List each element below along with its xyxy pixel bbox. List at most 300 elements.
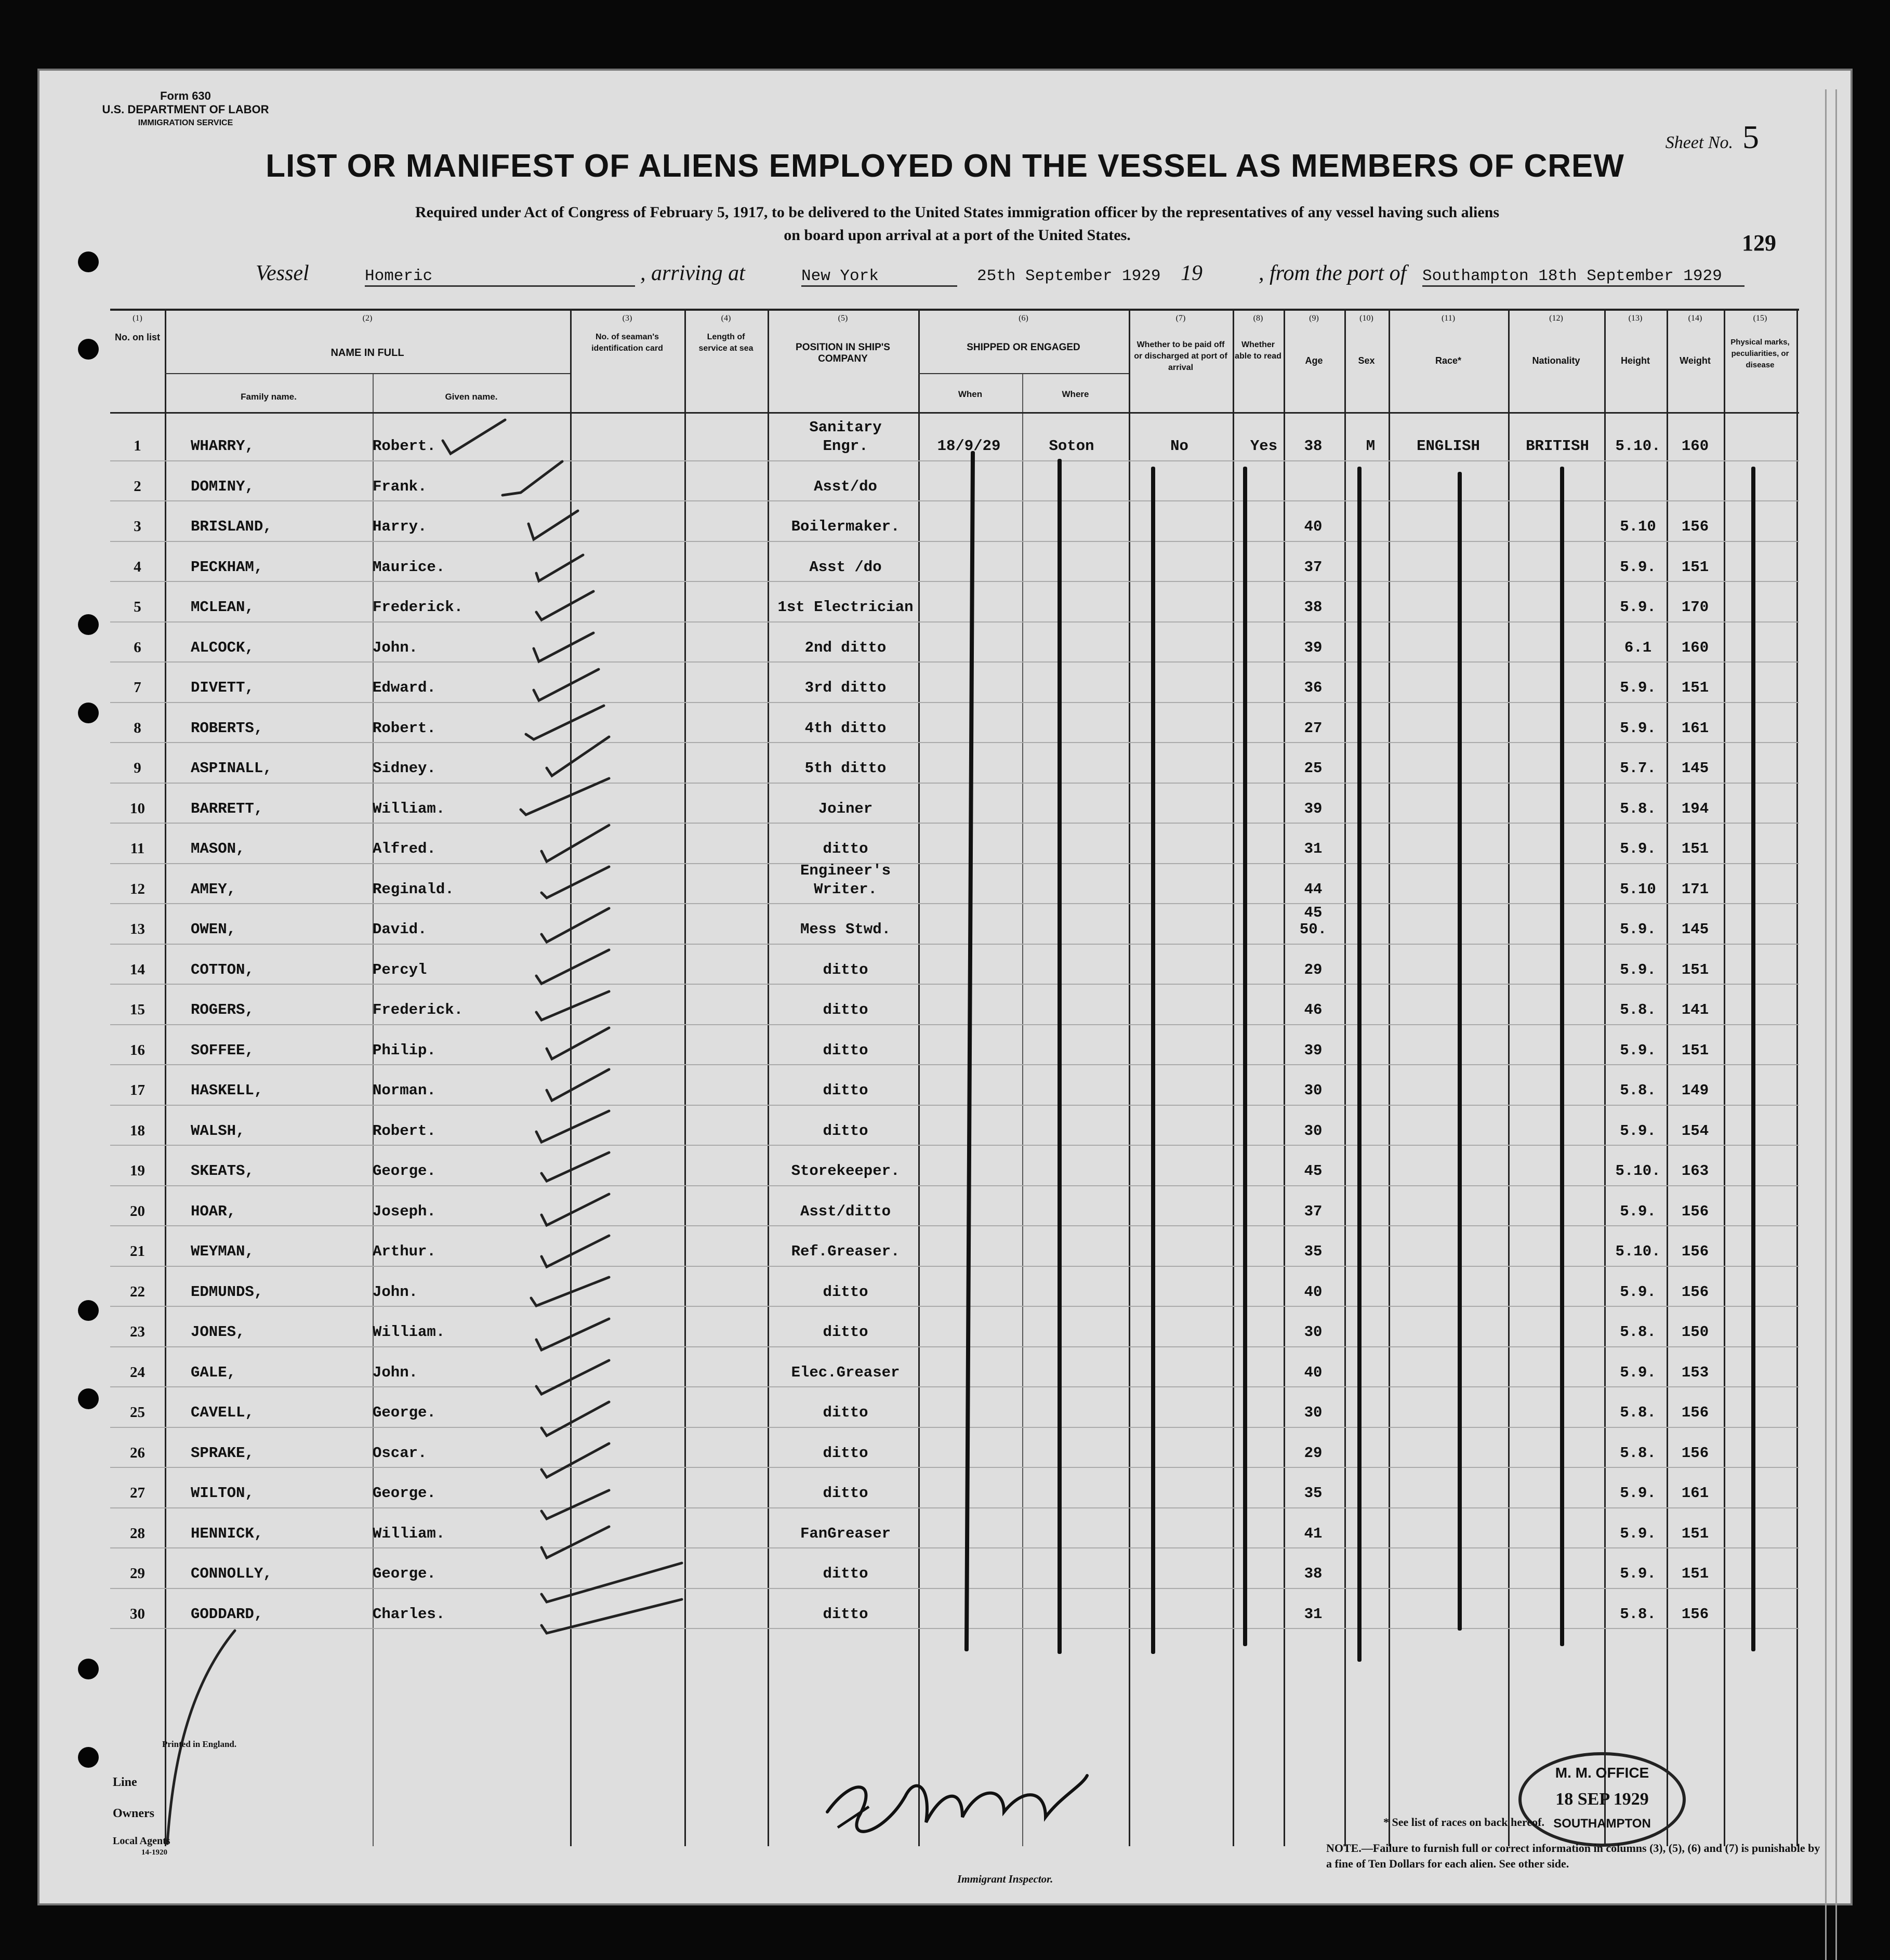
header-no-on-list: No. on list xyxy=(115,332,160,342)
subtitle-line-2: on board upon arrival at a port of the United States. xyxy=(784,227,1131,244)
cell-row-number: 7 xyxy=(134,679,141,696)
cell-given-name: John. xyxy=(373,1283,418,1301)
cell-weight: 156 xyxy=(1681,1404,1709,1421)
cell-height: 5.9. xyxy=(1620,1565,1656,1582)
subtitle-line-1: Required under Act of Congress of February 5, 1917, to be delivered to the United States immigration officer by the representatives of any vessel having such aliens xyxy=(415,204,1499,221)
departure-port-date: Southampton 18th September 1929 xyxy=(1422,267,1744,287)
binder-hole xyxy=(78,614,99,635)
cell-height: 5.9. xyxy=(1620,599,1656,616)
cell-row-number: 30 xyxy=(130,1605,145,1622)
cell-given-name: George. xyxy=(373,1162,436,1180)
cell-row-number: 26 xyxy=(130,1444,145,1461)
cell-age: 29 xyxy=(1304,961,1323,978)
cell-weight: 151 xyxy=(1681,1041,1709,1059)
cell-height: 5.9. xyxy=(1620,1363,1656,1381)
check-marks xyxy=(110,311,765,1846)
cell-family-name: ALCOCK, xyxy=(191,639,254,656)
column-number: (2) xyxy=(362,314,373,323)
column-number: (4) xyxy=(721,314,731,323)
manifest-sheet xyxy=(37,69,1853,1905)
page-edge xyxy=(1825,89,1827,1960)
cell-weight: 194 xyxy=(1681,800,1709,817)
cell-row-number: 13 xyxy=(130,921,145,937)
local-agents-label: Local Agents xyxy=(113,1835,170,1847)
cell-weight: 153 xyxy=(1681,1363,1709,1381)
cell-height: 5.9. xyxy=(1620,1202,1656,1220)
header-able-read: Whether able to read xyxy=(1235,340,1281,361)
cell-row-number: 2 xyxy=(134,478,141,495)
cell-position: ditto xyxy=(823,1444,868,1462)
cell-row-number: 22 xyxy=(130,1283,145,1300)
cell-weight: 141 xyxy=(1681,1001,1709,1018)
cell-height: 5.9. xyxy=(1620,558,1656,576)
form-header xyxy=(100,89,271,130)
cell-age: 30 xyxy=(1304,1082,1323,1099)
cell-row-number: 1 xyxy=(134,438,141,454)
cell-height: 5.9. xyxy=(1620,1041,1656,1059)
cell-shipped-when: 18/9/29 xyxy=(937,438,1001,455)
cell-row-number: 18 xyxy=(130,1122,145,1139)
cell-weight: 151 xyxy=(1681,679,1709,696)
cell-weight: 156 xyxy=(1681,518,1709,535)
cell-position: 2nd ditto xyxy=(804,639,887,656)
arrival-date: 25th September 1929 xyxy=(977,267,1161,285)
printed-in-england: Printed in England. xyxy=(162,1739,237,1749)
cell-position: 5th ditto xyxy=(804,760,887,777)
cell-age: 46 xyxy=(1304,1001,1323,1018)
cell-family-name: WHARRY, xyxy=(191,438,254,455)
cell-given-name: Philip. xyxy=(373,1041,436,1059)
cell-given-name: George. xyxy=(373,1565,436,1582)
cell-age: 36 xyxy=(1304,679,1323,696)
header-id-card: No. of seaman's identification card xyxy=(591,333,663,353)
header-nationality: Nationality xyxy=(1532,355,1580,366)
column-number: (5) xyxy=(838,314,848,323)
header-when: When xyxy=(958,389,983,399)
cell-given-name: Robert. xyxy=(373,1122,436,1140)
cell-family-name: JONES, xyxy=(191,1323,245,1341)
cell-family-name: CONNOLLY, xyxy=(191,1565,272,1582)
cell-paid-off: No xyxy=(1170,438,1188,455)
cell-weight: 151 xyxy=(1681,961,1709,978)
races-note: * See list of races on back hereof. xyxy=(1383,1816,1544,1829)
ditto-stroke xyxy=(1151,467,1155,1654)
cell-weight: 154 xyxy=(1681,1122,1709,1140)
cell-height: 5.9. xyxy=(1620,840,1656,857)
cell-weight: 151 xyxy=(1681,840,1709,857)
ditto-stroke xyxy=(1058,459,1062,1654)
cell-age: 45 xyxy=(1304,1162,1323,1180)
cell-family-name: HENNICK, xyxy=(191,1525,263,1542)
footnote xyxy=(1326,1815,1825,1872)
cell-shipped-where: Soton xyxy=(1049,438,1094,455)
cell-weight: 160 xyxy=(1681,639,1709,656)
cell-height: 5.9. xyxy=(1620,921,1656,938)
cell-age: 35 xyxy=(1304,1243,1323,1260)
cell-weight: 161 xyxy=(1681,1485,1709,1502)
cell-given-name: Charles. xyxy=(373,1605,445,1623)
cell-given-name: Robert. xyxy=(373,438,436,455)
cell-given-name: Sidney. xyxy=(373,760,436,777)
cell-age: 30 xyxy=(1304,1404,1323,1421)
cell-row-number: 3 xyxy=(134,518,141,535)
cell-family-name: OWEN, xyxy=(191,921,236,938)
cell-weight: 171 xyxy=(1681,880,1709,898)
cell-given-name: Edward. xyxy=(373,679,436,696)
cell-height: 5.7. xyxy=(1620,760,1656,777)
column-number: (14) xyxy=(1688,314,1702,323)
cell-position: ditto xyxy=(823,961,868,978)
page-number: 129 xyxy=(1742,230,1776,256)
cell-position: ditto xyxy=(823,1404,868,1421)
page-title: LIST OR MANIFEST OF ALIENS EMPLOYED ON THE VESSEL AS MEMBERS OF CREW xyxy=(266,148,1624,184)
cell-weight: 160 xyxy=(1681,438,1709,455)
column-number: (10) xyxy=(1359,314,1373,323)
cell-age: 29 xyxy=(1304,1444,1323,1462)
cell-position: ditto xyxy=(823,1485,868,1502)
cell-height: 5.9. xyxy=(1620,679,1656,696)
cell-weight: 156 xyxy=(1681,1283,1709,1301)
cell-height: 5.9. xyxy=(1620,1283,1656,1301)
cell-position: ditto xyxy=(823,1041,868,1059)
cell-given-name: Arthur. xyxy=(373,1243,436,1260)
arrival-port: New York xyxy=(801,267,957,287)
cell-weight: 149 xyxy=(1681,1082,1709,1099)
column-number: (1) xyxy=(133,314,142,323)
from-label: , from the port of xyxy=(1259,261,1407,285)
crew-table xyxy=(110,309,1799,1846)
cell-given-name: William. xyxy=(373,1525,445,1542)
cell-age: 31 xyxy=(1304,840,1323,857)
cell-weight: 145 xyxy=(1681,760,1709,777)
cell-age: 37 xyxy=(1304,558,1323,576)
cell-family-name: AMEY, xyxy=(191,880,236,898)
cell-position: ditto xyxy=(823,840,868,857)
cell-given-name: George. xyxy=(373,1404,436,1421)
cell-position: 4th ditto xyxy=(804,719,887,737)
binder-hole xyxy=(78,339,99,360)
cell-age: 30 xyxy=(1304,1323,1323,1341)
cell-row-number: 6 xyxy=(134,639,141,656)
cell-family-name: DIVETT, xyxy=(191,679,254,696)
cell-age: 39 xyxy=(1304,639,1323,656)
cell-age: 38 xyxy=(1304,1565,1323,1582)
cell-position: Joiner xyxy=(818,800,873,817)
cell-position: ditto xyxy=(823,1001,868,1018)
cell-row-number: 20 xyxy=(130,1202,145,1220)
cell-age: 41 xyxy=(1304,1525,1323,1542)
cell-age: 40 xyxy=(1304,1363,1323,1381)
page-subtitle xyxy=(209,201,1706,247)
header-height: Height xyxy=(1621,355,1650,366)
line-label: Line xyxy=(113,1776,137,1789)
stamp-date: 18 SEP 1929 xyxy=(1555,1790,1649,1809)
cell-family-name: MCLEAN, xyxy=(191,599,254,616)
cell-row-number: 21 xyxy=(130,1243,145,1260)
cell-weight: 151 xyxy=(1681,1565,1709,1582)
binder-hole xyxy=(78,251,99,272)
cell-weight: 156 xyxy=(1681,1444,1709,1462)
ditto-stroke xyxy=(1357,467,1362,1662)
cell-row-number: 27 xyxy=(130,1485,145,1501)
cell-weight: 156 xyxy=(1681,1605,1709,1623)
cell-weight: 161 xyxy=(1681,719,1709,737)
vessel-name: Homeric xyxy=(365,267,635,287)
cell-position: Elec.Greaser xyxy=(791,1363,900,1381)
cell-row-number: 10 xyxy=(130,800,145,817)
cell-age: 40 xyxy=(1304,518,1323,535)
local-agents-code: 14-1920 xyxy=(141,1848,167,1857)
cell-height: 5.9. xyxy=(1620,1122,1656,1140)
ditto-stroke xyxy=(1243,467,1247,1646)
binder-hole xyxy=(78,1388,99,1409)
cell-age: 39 xyxy=(1304,1041,1323,1059)
cell-height: 5.10. xyxy=(1615,1243,1661,1260)
cell-given-name: Norman. xyxy=(373,1082,436,1099)
binder-hole xyxy=(78,703,99,723)
inspector-label: Immigrant Inspector. xyxy=(957,1873,1053,1885)
cell-position: FanGreaser xyxy=(800,1525,891,1542)
cell-row-number: 17 xyxy=(130,1082,145,1098)
column-number: (15) xyxy=(1753,314,1767,323)
cell-position: Ref.Greaser. xyxy=(791,1243,900,1260)
cell-family-name: COTTON, xyxy=(191,961,254,978)
cell-position: Engr. xyxy=(823,438,868,455)
cell-position: Writer. xyxy=(814,880,877,898)
year-prefix: 19 xyxy=(1181,261,1202,285)
column-number: (3) xyxy=(622,314,632,323)
header-sex: Sex xyxy=(1358,355,1375,366)
cell-weight: 156 xyxy=(1681,1243,1709,1260)
cell-position: Asst/do xyxy=(814,478,877,495)
cell-given-name: William. xyxy=(373,1323,445,1341)
cell-position: Storekeeper. xyxy=(791,1162,900,1180)
cell-family-name: EDMUNDS, xyxy=(191,1283,263,1301)
cell-position-line1: Sanitary xyxy=(809,419,882,436)
cell-age: 37 xyxy=(1304,1202,1323,1220)
stamp-office: M. M. OFFICE xyxy=(1555,1765,1649,1781)
cell-row-number: 9 xyxy=(134,760,141,776)
cell-family-name: SPRAKE, xyxy=(191,1444,254,1462)
header-position: POSITION IN SHIP'S COMPANY xyxy=(796,342,890,364)
cell-given-name: Harry. xyxy=(373,518,427,535)
cell-height: 5.8. xyxy=(1620,1001,1656,1018)
column-number: (13) xyxy=(1628,314,1643,323)
cell-position: ditto xyxy=(823,1565,868,1582)
cell-position: 1st Electrician xyxy=(777,599,914,616)
cell-given-name: Robert. xyxy=(373,719,436,737)
cell-given-name: Frederick. xyxy=(373,1001,464,1018)
cell-family-name: DOMINY, xyxy=(191,478,254,495)
vessel-label: Vessel xyxy=(256,261,309,285)
cell-given-name: John. xyxy=(373,639,418,656)
ditto-stroke xyxy=(1458,472,1462,1631)
cell-row-number: 5 xyxy=(134,599,141,615)
cell-height: 6.1 xyxy=(1624,639,1652,656)
header-age: Age xyxy=(1305,355,1323,366)
inspector-signature xyxy=(807,1755,1098,1869)
cell-age: 38 xyxy=(1304,599,1323,616)
cell-position-line1: Engineer's xyxy=(800,862,891,879)
column-number: (6) xyxy=(1019,314,1028,323)
cell-age: 44 xyxy=(1304,880,1323,898)
cell-row-number: 29 xyxy=(130,1565,145,1582)
cell-height: 5.9. xyxy=(1620,961,1656,978)
cell-given-name: Frederick. xyxy=(373,599,464,616)
sheet-number: 5 xyxy=(1742,118,1759,155)
cell-position: ditto xyxy=(823,1082,868,1099)
cell-age: 50. xyxy=(1299,921,1327,938)
cell-row-number: 25 xyxy=(130,1404,145,1421)
header-given-name: Given name. xyxy=(445,392,498,402)
cell-row-number: 12 xyxy=(130,880,145,897)
cell-family-name: GALE, xyxy=(191,1363,236,1381)
cell-age: 39 xyxy=(1304,800,1323,817)
cell-row-number: 8 xyxy=(134,719,141,736)
cell-position: Asst/ditto xyxy=(800,1202,891,1220)
cell-family-name: MASON, xyxy=(191,840,245,857)
header-where: Where xyxy=(1062,389,1089,399)
cell-given-name: David. xyxy=(373,921,427,938)
service-name: IMMIGRATION SERVICE xyxy=(138,118,233,127)
column-number: (8) xyxy=(1253,314,1263,323)
cell-weight: 156 xyxy=(1681,1202,1709,1220)
cell-family-name: BARRETT, xyxy=(191,800,263,817)
cell-height: 5.8. xyxy=(1620,800,1656,817)
cell-height: 5.8. xyxy=(1620,1082,1656,1099)
ditto-stroke xyxy=(1560,467,1564,1646)
cell-position: ditto xyxy=(823,1605,868,1623)
cell-family-name: WEYMAN, xyxy=(191,1243,254,1260)
header-physical-marks: Physical marks, peculiarities, or disease xyxy=(1730,338,1790,369)
column-number: (7) xyxy=(1175,314,1186,323)
cell-weight: 145 xyxy=(1681,921,1709,938)
cell-given-name: Joseph. xyxy=(373,1202,436,1220)
cell-family-name: WILTON, xyxy=(191,1485,254,1502)
cell-nationality: BRITISH xyxy=(1526,438,1589,455)
arriving-label: , arriving at xyxy=(640,261,745,285)
cell-family-name: WALSH, xyxy=(191,1122,245,1140)
cell-height: 5.9. xyxy=(1620,1485,1656,1502)
cell-given-name: George. xyxy=(373,1485,436,1502)
cell-weight: 150 xyxy=(1681,1323,1709,1341)
cell-given-name: Frank. xyxy=(373,478,427,495)
cell-given-name: Alfred. xyxy=(373,840,436,857)
header-length-service: Length of service at sea xyxy=(698,333,754,353)
cell-able-to-read: Yes xyxy=(1250,438,1278,455)
cell-age: 35 xyxy=(1304,1485,1323,1502)
cell-position: Asst /do xyxy=(809,558,882,576)
cell-weight: 163 xyxy=(1681,1162,1709,1180)
cell-weight: 151 xyxy=(1681,1525,1709,1542)
cell-row-number: 11 xyxy=(130,840,145,857)
cell-row-number: 16 xyxy=(130,1041,145,1058)
cell-family-name: SOFFEE, xyxy=(191,1041,254,1059)
cell-family-name: ROBERTS, xyxy=(191,719,263,737)
cell-age-correction: 45 xyxy=(1304,904,1323,921)
cell-height: 5.8. xyxy=(1620,1404,1656,1421)
cell-given-name: Oscar. xyxy=(373,1444,427,1462)
header-name-in-full: NAME IN FULL xyxy=(331,347,404,359)
cell-position: ditto xyxy=(823,1323,868,1341)
cell-position: Mess Stwd. xyxy=(800,921,891,938)
cell-age: 38 xyxy=(1304,438,1323,455)
cell-given-name: John. xyxy=(373,1363,418,1381)
cell-age: 31 xyxy=(1304,1605,1323,1623)
cell-position: 3rd ditto xyxy=(804,679,887,696)
cell-family-name: GODDARD, xyxy=(191,1605,263,1623)
cell-row-number: 4 xyxy=(134,558,141,575)
owners-label: Owners xyxy=(113,1807,154,1820)
cell-height: 5.10 xyxy=(1620,518,1656,535)
cell-sex: M xyxy=(1366,438,1376,455)
binder-hole xyxy=(78,1300,99,1321)
sheet-number-label: Sheet No. xyxy=(1665,133,1733,152)
cell-height: 5.9. xyxy=(1620,719,1656,737)
ditto-stroke xyxy=(1751,467,1755,1651)
column-number: (12) xyxy=(1549,314,1563,323)
cell-position: ditto xyxy=(823,1122,868,1140)
department-name: U.S. DEPARTMENT OF LABOR xyxy=(102,103,269,116)
cell-height: 5.8. xyxy=(1620,1444,1656,1462)
cell-position: Boilermaker. xyxy=(791,518,900,535)
stamp-port: SOUTHAMPTON xyxy=(1553,1817,1651,1831)
cell-height: 5.10. xyxy=(1615,1162,1661,1180)
cell-height: 5.10. xyxy=(1615,438,1661,455)
binder-hole xyxy=(78,1659,99,1679)
column-number: (11) xyxy=(1441,314,1456,323)
cell-family-name: ASPINALL, xyxy=(191,760,272,777)
binder-hole xyxy=(78,1747,99,1768)
cell-row-number: 15 xyxy=(130,1001,145,1018)
form-number: Form 630 xyxy=(160,89,211,102)
cell-family-name: CAVELL, xyxy=(191,1404,254,1421)
page-edge xyxy=(1835,89,1837,1960)
cell-given-name: Reginald. xyxy=(373,880,454,898)
header-family-name: Family name. xyxy=(241,392,297,402)
cell-row-number: 28 xyxy=(130,1525,145,1542)
cell-row-number: 24 xyxy=(130,1363,145,1381)
cell-family-name: HASKELL, xyxy=(191,1082,263,1099)
cell-family-name: ROGERS, xyxy=(191,1001,254,1018)
header-shipped: SHIPPED OR ENGAGED xyxy=(967,342,1080,353)
cell-age: 40 xyxy=(1304,1283,1323,1301)
cell-family-name: PECKHAM, xyxy=(191,558,263,576)
cell-height: 5.8. xyxy=(1620,1323,1656,1341)
cell-family-name: SKEATS, xyxy=(191,1162,254,1180)
header-sub-rule xyxy=(918,373,1129,374)
cell-age: 25 xyxy=(1304,760,1323,777)
header-weight: Weight xyxy=(1680,355,1711,366)
cell-position: ditto xyxy=(823,1283,868,1301)
column-number: (9) xyxy=(1309,314,1319,323)
cell-weight: 170 xyxy=(1681,599,1709,616)
cell-height: 5.8. xyxy=(1620,1605,1656,1623)
cell-race: ENGLISH xyxy=(1417,438,1480,455)
cell-given-name: William. xyxy=(373,800,445,817)
cell-height: 5.10 xyxy=(1620,880,1656,898)
cell-weight: 151 xyxy=(1681,558,1709,576)
cell-row-number: 14 xyxy=(130,961,145,978)
cell-given-name: Percyl xyxy=(373,961,427,978)
cell-age: 27 xyxy=(1304,719,1323,737)
cell-row-number: 23 xyxy=(130,1323,145,1340)
cell-family-name: BRISLAND, xyxy=(191,518,272,535)
cell-given-name: Maurice. xyxy=(373,558,445,576)
cell-age: 30 xyxy=(1304,1122,1323,1140)
penalty-note: NOTE.—Failure to furnish full or correct information in columns (3), (5), (6) and (7) is punishable by a fine of Ten Dollars for each alien. See other side. xyxy=(1326,1842,1820,1870)
header-race: Race* xyxy=(1435,355,1462,366)
